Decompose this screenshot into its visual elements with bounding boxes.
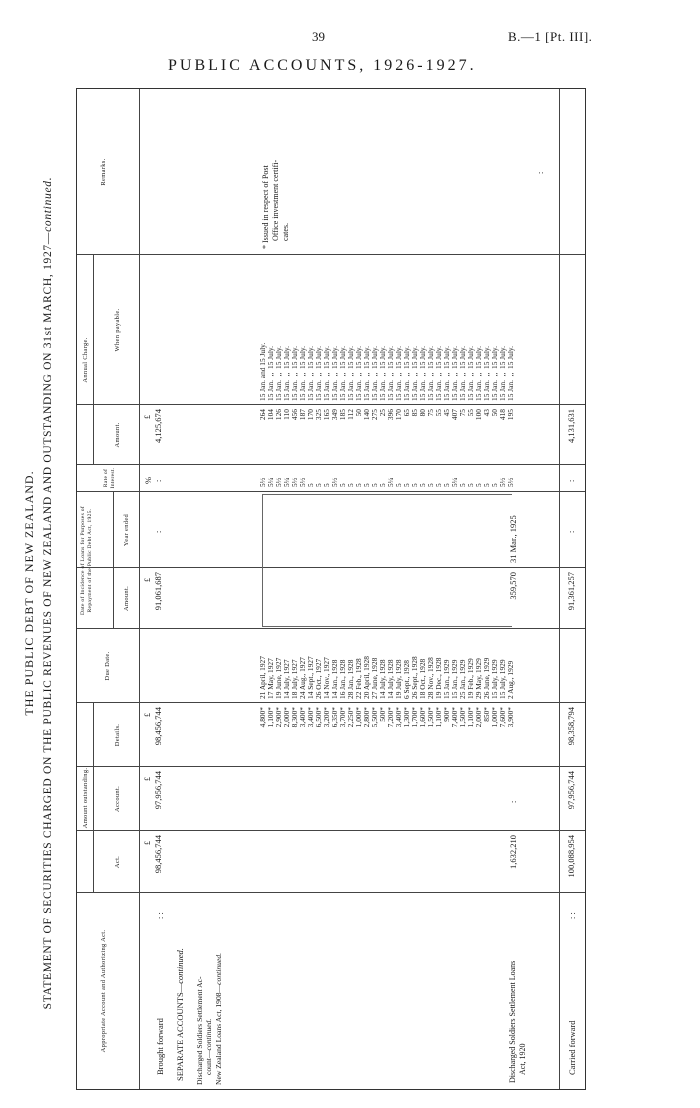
charge-amount: 349 — [330, 409, 339, 421]
due-date: 15 Jan., 1929 — [442, 659, 451, 699]
debt-table — [76, 88, 586, 1090]
brought-forward-dots: : : — [155, 912, 165, 919]
when-payable: 15 Jan. ,, 15 July. — [370, 346, 379, 401]
dssl-account: : — [508, 800, 518, 803]
interest-rate: 5 — [370, 483, 379, 487]
charge-amount: 126 — [274, 409, 283, 421]
due-date: 27 June, 1928 — [370, 657, 379, 699]
col-line — [77, 892, 585, 893]
charge-amount: 264 — [258, 409, 267, 421]
charge-amount: 275 — [370, 409, 379, 421]
interest-rate: 5½ — [290, 477, 299, 487]
due-date: 6 Sept., 1928 — [402, 659, 411, 699]
remarks-line-1: * Issued in respect of Post — [261, 165, 270, 249]
due-date: 21 April, 1927 — [258, 656, 267, 699]
charge-amount: 55 — [466, 409, 475, 417]
nz-loans-act-heading: New Zealand Loans Act, 1908—continued. — [214, 952, 223, 1085]
rate-column — [259, 478, 515, 487]
due-date: 19 Dec., 1928 — [434, 657, 443, 699]
group-bracket — [262, 495, 263, 627]
when-payable: 15 Jan. ,, 15 July. — [418, 346, 427, 401]
charge-amount: 50 — [354, 409, 363, 417]
detail-value: 6,500* — [314, 707, 323, 728]
detail-value: 850* — [482, 707, 491, 722]
bf-details: 98,456,744 — [153, 707, 163, 746]
group-bracket — [262, 626, 512, 627]
remarks-line-3: cates. — [281, 223, 290, 241]
detail-value: 1,100* — [434, 707, 443, 728]
due-date: 17 May, 1927 — [266, 658, 275, 699]
charge-amount: 110 — [282, 409, 291, 420]
col-line — [77, 830, 585, 831]
header-remarks: Remarks. — [100, 158, 107, 186]
interest-rate: 5 — [306, 483, 315, 487]
col-line — [77, 491, 585, 492]
header-year-ended: Year ended — [123, 513, 130, 547]
dsa-heading-2: count—continued. — [204, 1018, 213, 1075]
due-date: 25 Jan., 1929 — [458, 659, 467, 699]
cf-rate-dots: : — [566, 479, 576, 482]
header-rate: Rate of Interest. — [103, 467, 116, 489]
when-payable: 15 Jan. ,, 15 July. — [362, 346, 371, 401]
subheader-rule — [93, 255, 94, 465]
due-date: 14 July, 1928 — [378, 659, 387, 699]
when-payable: 15 Jan. ,, 15 July. — [290, 346, 299, 401]
when-payable: 15 Jan. and 15 July. — [258, 342, 267, 401]
when-payable: 15 Jan. ,, 15 July. — [482, 346, 491, 401]
cf-account: 97,956,744 — [566, 771, 576, 810]
col-line — [77, 404, 585, 405]
when-payable: 15 Jan. ,, 15 July. — [386, 346, 395, 401]
detail-value: 2,900* — [274, 707, 283, 728]
due-date: 19 June, 1927 — [274, 657, 283, 699]
due-date: 28 Nov., 1928 — [426, 657, 435, 699]
header-act: Act. — [114, 855, 121, 869]
interest-rate: 5 — [394, 483, 403, 487]
separate-accounts-heading: SEPARATE ACCOUNTS—continued. — [175, 948, 185, 1081]
bf-rate-unit: % — [143, 476, 153, 484]
charge-amount: 55 — [434, 409, 443, 417]
cf-incidence-dots: : — [566, 530, 576, 533]
when-payable: 15 Jan. ,, 15 July. — [466, 346, 475, 401]
interest-rate: 5 — [402, 483, 411, 487]
header-charge-amount: Amount. — [114, 422, 121, 448]
interest-rate: 5¼ — [282, 477, 291, 487]
header-date-incidence: Date of Incidence of Loans for Purposes of Repayment of the Public Debt Act, 1925. — [80, 505, 93, 616]
when-payable: 15 Jan. ,, 15 July. — [410, 346, 419, 401]
charge-amount: 80 — [418, 409, 427, 417]
dssl-heading: Discharged Soldiers Settlement Loans — [508, 960, 517, 1083]
interest-rate: 5 — [426, 483, 435, 487]
detail-value: 6,350* — [330, 707, 339, 728]
due-date: 19 Feb., 1929 — [466, 658, 475, 699]
detail-value: 1,000* — [490, 707, 499, 728]
interest-rate: 5¼ — [386, 477, 395, 487]
when-payable: 15 Jan. ,, 15 July. — [298, 346, 307, 401]
interest-rate: 5 — [458, 483, 467, 487]
when-payable: 15 Jan. ,, 15 July. — [498, 346, 507, 401]
bf-annual-charge: 4,125,674 — [153, 409, 163, 443]
bf-act: 98,456,744 — [153, 835, 163, 874]
detail-value: 2,000* — [282, 707, 291, 728]
subheader-rule — [93, 703, 94, 893]
due-date: 26 Sept., 1928 — [410, 656, 419, 699]
when-payable: 15 Jan. ,, 15 July. — [426, 346, 435, 401]
header-due-date: Due Date. — [104, 651, 111, 681]
interest-rate: 5½ — [274, 477, 283, 487]
detail-value: 1,000* — [354, 707, 363, 728]
detail-value: 2,250* — [346, 707, 355, 728]
charge-amount: 65 — [402, 409, 411, 417]
interest-rate: 5 — [338, 483, 347, 487]
when-payable: 15 Jan. ,, 15 July. — [458, 346, 467, 401]
interest-rate: 5 — [378, 483, 387, 487]
header-incidence-amount: Amount. — [123, 585, 130, 612]
due-date: 2 Aug., 1929 — [506, 660, 515, 699]
remarks-dots: : — [535, 171, 545, 174]
charge-amount: 43 — [482, 409, 491, 417]
detail-value: 1,700* — [410, 707, 419, 728]
interest-rate: 5½ — [498, 477, 507, 487]
interest-rate: 5 — [418, 483, 427, 487]
when-payable: 15 Jan. ,, 15 July. — [346, 346, 355, 401]
interest-rate: 5 — [410, 483, 419, 487]
dssl-year-ended: 31 Mar., 1925 — [508, 515, 518, 563]
due-date: 14 July, 1928 — [386, 659, 395, 699]
interest-rate: 5 — [354, 483, 363, 487]
due-date: 22 Feb., 1928 — [354, 658, 363, 699]
detail-value: 8,300* — [290, 707, 299, 728]
interest-rate: 5 — [434, 483, 443, 487]
pound-sign: £ — [143, 713, 152, 717]
header-rule — [139, 89, 140, 1089]
due-date: 20 April, 1928 — [362, 656, 371, 699]
header-details: Details. — [114, 723, 121, 747]
interest-rate: 5 — [322, 483, 331, 487]
due-date: 26 June, 1929 — [482, 657, 491, 699]
col-line — [77, 254, 585, 255]
interest-rate: 5 — [466, 483, 475, 487]
detail-value: 7,200* — [386, 707, 395, 728]
detail-value: 2,800* — [362, 707, 371, 728]
interest-rate: 5½ — [258, 477, 267, 487]
bf-rate-dots: : — [153, 479, 163, 482]
header-annual-charge: Annual Charge. — [82, 337, 89, 383]
col-line — [77, 766, 585, 767]
col-line — [77, 628, 585, 629]
detail-value: 1,500* — [458, 707, 467, 728]
when-payable: 15 Jan. ,, 15 July. — [266, 346, 275, 401]
detail-value: 7,600* — [498, 707, 507, 728]
charge-amount: 85 — [410, 409, 419, 417]
header-account: Appropriate Account and Authorizing Act. — [100, 929, 107, 1053]
charge-amount: 195 — [506, 409, 515, 421]
interest-rate: 5 — [362, 483, 371, 487]
detail-value: 3,400* — [394, 707, 403, 728]
header-when-payable: When payable. — [114, 308, 121, 352]
interest-rate: 5 — [482, 483, 491, 487]
due-date: 15 July, 1929 — [490, 659, 499, 699]
group-bracket — [262, 494, 512, 495]
charge-amount: 165 — [322, 409, 331, 421]
bf-incidence-dots: : — [153, 530, 163, 533]
charge-amount: 396 — [386, 409, 395, 421]
when-payable: 15 Jan. ,, 15 July. — [330, 346, 339, 401]
when-payable: 15 Jan. ,, 15 July. — [506, 346, 515, 401]
detail-value: 3,200* — [322, 707, 331, 728]
due-date: 18 Oct., 1928 — [418, 658, 427, 699]
charge-amount: 104 — [266, 409, 275, 421]
when-payable: 15 Jan. ,, 15 July. — [306, 346, 315, 401]
total-rule — [559, 89, 560, 1089]
due-date: 24 Aug., 1927 — [298, 657, 307, 699]
interest-rate: 5¼ — [266, 477, 275, 487]
charge-amount: 170 — [306, 409, 315, 421]
due-date: 18 July, 1927 — [290, 659, 299, 699]
col-line — [77, 702, 585, 703]
detail-value: 3,400* — [306, 707, 315, 728]
when-payable: 15 Jan. ,, 15 July. — [474, 346, 483, 401]
due-date: 15 July, 1929 — [498, 659, 507, 699]
due-date: 28 Jan., 1928 — [346, 659, 355, 699]
subheader-rule — [113, 492, 114, 629]
due-date: 14 Sept., 1927 — [306, 656, 315, 699]
interest-rate: 5¼ — [450, 477, 459, 487]
interest-rate: 5 — [314, 483, 323, 487]
detail-value: 5,500* — [370, 707, 379, 728]
due-date: 14 Jan., 1928 — [330, 659, 339, 699]
rotated-table-page — [20, 88, 600, 1098]
detail-value: 1,100* — [266, 707, 275, 728]
when-payable: 15 Jan. ,, 15 July. — [490, 346, 499, 401]
carried-forward-label: Carried forward — [567, 1020, 577, 1075]
detail-value: 4,800* — [258, 707, 267, 728]
due-date-column — [259, 656, 515, 699]
running-title: PUBLIC ACCOUNTS, 1926-1927. — [168, 57, 477, 74]
when-payable: 15 Jan. ,, 15 July. — [274, 346, 283, 401]
interest-rate: 5½ — [298, 477, 307, 487]
cf-details: 98,358,794 — [566, 707, 576, 746]
due-date: 29 May, 1929 — [474, 658, 483, 699]
page-number: 39 — [312, 29, 325, 44]
brought-forward-label: Brought forward — [155, 1018, 165, 1075]
charge-amount: 75 — [458, 409, 467, 417]
pound-sign: £ — [143, 841, 152, 845]
table-main-title: THE PUBLIC DEBT OF NEW ZEALAND. — [22, 470, 36, 716]
pound-sign: £ — [143, 777, 152, 781]
when-payable: 15 Jan. ,, 15 July. — [354, 346, 363, 401]
charge-column — [259, 409, 515, 463]
due-date: 15 Jan., 1929 — [450, 659, 459, 699]
due-date: 14 July, 1927 — [282, 659, 291, 699]
interest-rate: 5 — [346, 483, 355, 487]
charge-amount: 50 — [490, 409, 499, 417]
dssl-act: 1,632,210 — [508, 835, 518, 869]
col-line — [77, 567, 585, 568]
charge-amount: 140 — [362, 409, 371, 421]
details-column — [259, 707, 515, 765]
when-payable: 15 Jan. ,, 15 July. — [402, 346, 411, 401]
interest-rate: 5½ — [506, 477, 515, 487]
header-acct: Account. — [114, 785, 121, 813]
when-payable: 15 Jan. ,, 15 July. — [314, 346, 323, 401]
interest-rate: 5 — [490, 483, 499, 487]
when-payable: 15 Jan. ,, 15 July. — [338, 346, 347, 401]
detail-value: 7,400* — [450, 707, 459, 728]
when-payable: 15 Jan. ,, 15 July. — [434, 346, 443, 401]
detail-value: 500* — [378, 707, 387, 722]
pound-sign: £ — [143, 415, 152, 419]
cf-act: 100,088,954 — [566, 835, 576, 878]
detail-value: 3,700* — [338, 707, 347, 728]
header-amount-outstanding: Amount outstanding. — [82, 767, 89, 829]
when-payable: 15 Jan. ,, 15 July. — [282, 346, 291, 401]
dssl-heading-2: Act, 1920 — [518, 1043, 527, 1075]
when-payable: 15 Jan. ,, 15 July. — [450, 346, 459, 401]
charge-amount: 456 — [290, 409, 299, 421]
cf-annual-charge: 4,131,631 — [566, 409, 576, 443]
when-payable: 15 Jan. ,, 15 July. — [378, 346, 387, 401]
when-payable: 15 Jan. ,, 15 July. — [322, 346, 331, 401]
due-date: 26 Oct., 1927 — [314, 658, 323, 699]
detail-value: 1,600* — [418, 707, 427, 728]
detail-value: 3,900* — [506, 707, 515, 728]
when-payable: 15 Jan. ,, 15 July. — [394, 346, 403, 401]
interest-rate: 5½ — [330, 477, 339, 487]
charge-amount: 185 — [338, 409, 347, 421]
detail-value: 1,300* — [402, 707, 411, 728]
series-label: B.—1 [Pt. III]. — [508, 29, 593, 44]
dssl-incidence-amount: 359,570 — [508, 572, 518, 600]
cf-incidence-amount: 91,361,257 — [566, 572, 576, 611]
charge-amount: 407 — [450, 409, 459, 421]
charge-amount: 25 — [378, 409, 387, 417]
detail-value: 1,100* — [466, 707, 475, 728]
charge-amount: 100 — [474, 409, 483, 421]
due-date: 14 Nov., 1927 — [322, 657, 331, 699]
detail-value: 900* — [442, 707, 451, 722]
detail-value: 1,500* — [426, 707, 435, 728]
dsa-heading: Discharged Soldiers Settlement Ac- — [195, 976, 204, 1085]
interest-rate: 5 — [474, 483, 483, 487]
detail-value: 2,000* — [474, 707, 483, 728]
charge-amount: 325 — [314, 409, 323, 421]
detail-value: 3,400* — [298, 707, 307, 728]
col-line — [77, 464, 585, 465]
bf-account: 97,956,744 — [153, 771, 163, 810]
charge-amount: 45 — [442, 409, 451, 417]
when-payable-column — [259, 343, 515, 401]
charge-amount: 112 — [346, 409, 355, 420]
interest-rate: 5 — [442, 483, 451, 487]
table-subtitle: STATEMENT OF SECURITIES CHARGED ON THE PUBLIC REVENUES OF NEW ZEALAND AND OUTSTANDING ON 31st MARCH, 1927—continued. — [42, 176, 54, 1010]
charge-amount: 170 — [394, 409, 403, 421]
when-payable: 15 Jan. ,, 15 July. — [442, 346, 451, 401]
due-date: 16 Jan., 1928 — [338, 659, 347, 699]
due-date: 19 July, 1928 — [394, 659, 403, 699]
charge-amount: 418 — [498, 409, 507, 421]
bf-incidence-amount: 91,061,687 — [153, 572, 163, 611]
charge-amount: 187 — [298, 409, 307, 421]
pound-sign: £ — [143, 578, 152, 582]
charge-amount: 75 — [426, 409, 435, 417]
remarks-line-2: Office investment certifi- — [271, 159, 280, 241]
carried-forward-dots: : : — [567, 912, 577, 919]
